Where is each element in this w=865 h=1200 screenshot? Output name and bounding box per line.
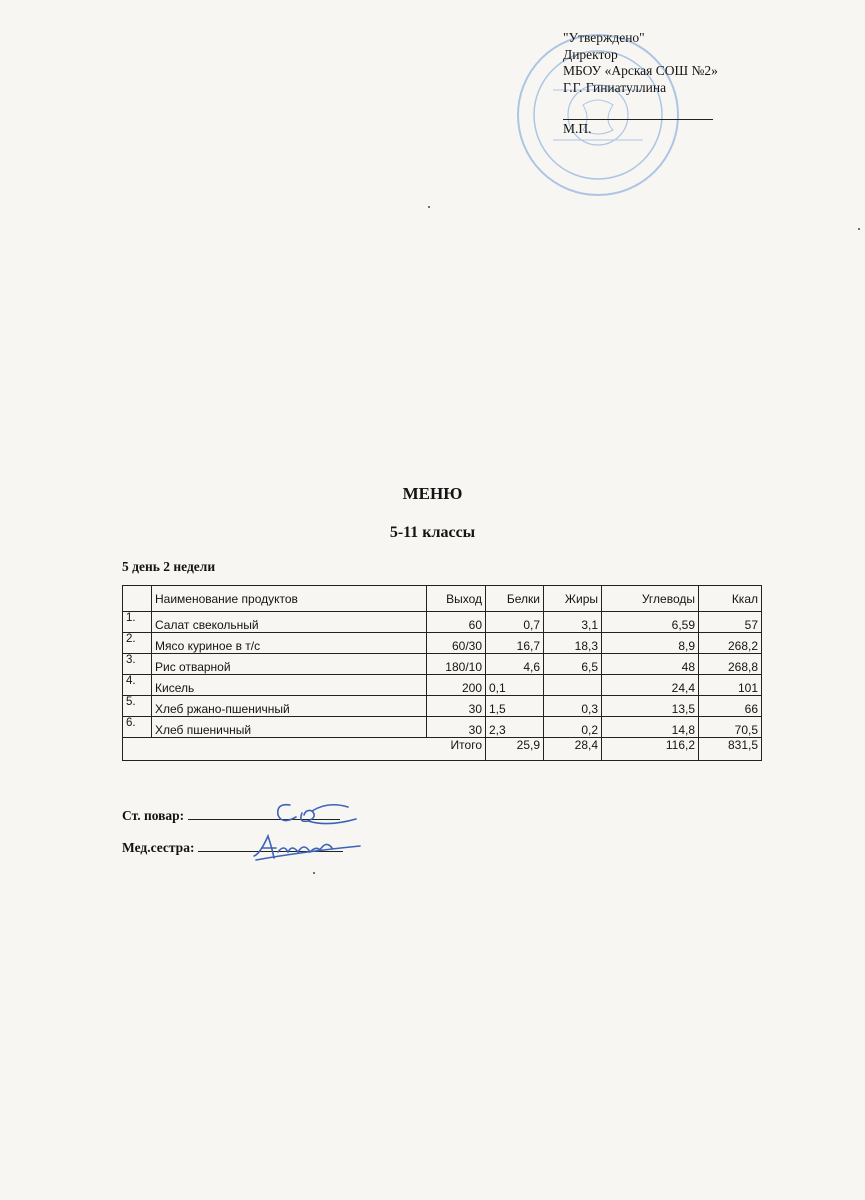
carbs-cell: 6,59	[602, 612, 699, 633]
row-number: 5.	[123, 696, 152, 717]
header-cell: Выход	[427, 586, 486, 612]
menu-table	[122, 585, 762, 761]
header-cell: Углеводы	[602, 586, 699, 612]
yield-cell: 30	[427, 717, 486, 738]
total-kcal: 831,5	[699, 738, 762, 761]
header-cell: Наименование продуктов	[152, 586, 427, 612]
nurse-handwritten-signature	[250, 830, 365, 864]
product-name: Мясо куриное в т/с	[152, 633, 427, 654]
row-number: 2.	[123, 633, 152, 654]
yield-cell: 60/30	[427, 633, 486, 654]
table-row	[123, 633, 762, 654]
kcal-cell: 70,5	[699, 717, 762, 738]
page-subtitle: 5-11 классы	[389, 524, 476, 541]
fat-cell: 0,3	[544, 696, 602, 717]
fat-cell	[544, 675, 602, 696]
protein-cell: 0,7	[486, 612, 544, 633]
table-row	[123, 675, 762, 696]
scan-speck	[858, 228, 860, 230]
scan-speck	[313, 872, 315, 874]
carbs-cell: 13,5	[602, 696, 699, 717]
kcal-cell: 57	[699, 612, 762, 633]
approval-position: Директор	[563, 46, 618, 62]
nurse-label: Мед.сестра:	[122, 840, 195, 855]
header-cell	[123, 586, 152, 612]
row-number: 3.	[123, 654, 152, 675]
product-name: Хлеб ржано-пшеничный	[152, 696, 427, 717]
approval-block	[563, 30, 753, 96]
table-row	[123, 696, 762, 717]
kcal-cell: 66	[699, 696, 762, 717]
total-label: Итого	[123, 738, 486, 761]
total-row	[123, 738, 762, 761]
carbs-cell: 24,4	[602, 675, 699, 696]
carbs-cell: 48	[602, 654, 699, 675]
product-name: Салат свекольный	[152, 612, 427, 633]
header-cell: Ккал	[699, 586, 762, 612]
protein-cell: 16,7	[486, 633, 544, 654]
product-name: Хлеб пшеничный	[152, 717, 427, 738]
approval-signature-line	[563, 119, 713, 120]
product-name: Рис отварной	[152, 654, 427, 675]
row-number: 6.	[123, 717, 152, 738]
header-cell: Белки	[486, 586, 544, 612]
table-row	[123, 654, 762, 675]
protein-cell: 4,6	[486, 654, 544, 675]
protein-cell: 1,5	[486, 696, 544, 717]
total-fat: 28,4	[544, 738, 602, 761]
fat-cell: 3,1	[544, 612, 602, 633]
fat-cell: 0,2	[544, 717, 602, 738]
yield-cell: 180/10	[427, 654, 486, 675]
product-name: Кисель	[152, 675, 427, 696]
scan-speck	[428, 206, 430, 208]
table-row	[123, 717, 762, 738]
yield-cell: 200	[427, 675, 486, 696]
carbs-cell: 8,9	[602, 633, 699, 654]
carbs-cell: 14,8	[602, 717, 699, 738]
kcal-cell: 268,8	[699, 654, 762, 675]
approval-organization: МБОУ «Арская СОШ №2»	[563, 63, 718, 78]
row-number: 4.	[123, 675, 152, 696]
table-row	[123, 612, 762, 633]
total-carbs: 116,2	[602, 738, 699, 761]
day-label: 5 день 2 недели	[122, 559, 216, 574]
cook-label: Ст. повар:	[122, 808, 185, 823]
kcal-cell: 268,2	[699, 633, 762, 654]
kcal-cell: 101	[699, 675, 762, 696]
table-header-row	[123, 586, 762, 612]
protein-cell: 2,3	[486, 717, 544, 738]
total-protein: 25,9	[486, 738, 544, 761]
protein-cell: 0,1	[486, 675, 544, 696]
header-cell: Жиры	[544, 586, 602, 612]
yield-cell: 30	[427, 696, 486, 717]
fat-cell: 6,5	[544, 654, 602, 675]
approval-approved: "Утверждено"	[563, 30, 645, 45]
page-title: МЕНЮ	[402, 484, 463, 503]
stamp-label: М.П.	[563, 121, 592, 136]
fat-cell: 18,3	[544, 633, 602, 654]
yield-cell: 60	[427, 612, 486, 633]
row-number: 1.	[123, 612, 152, 633]
approval-name: Г.Г. Гиниатуллина	[563, 79, 667, 95]
